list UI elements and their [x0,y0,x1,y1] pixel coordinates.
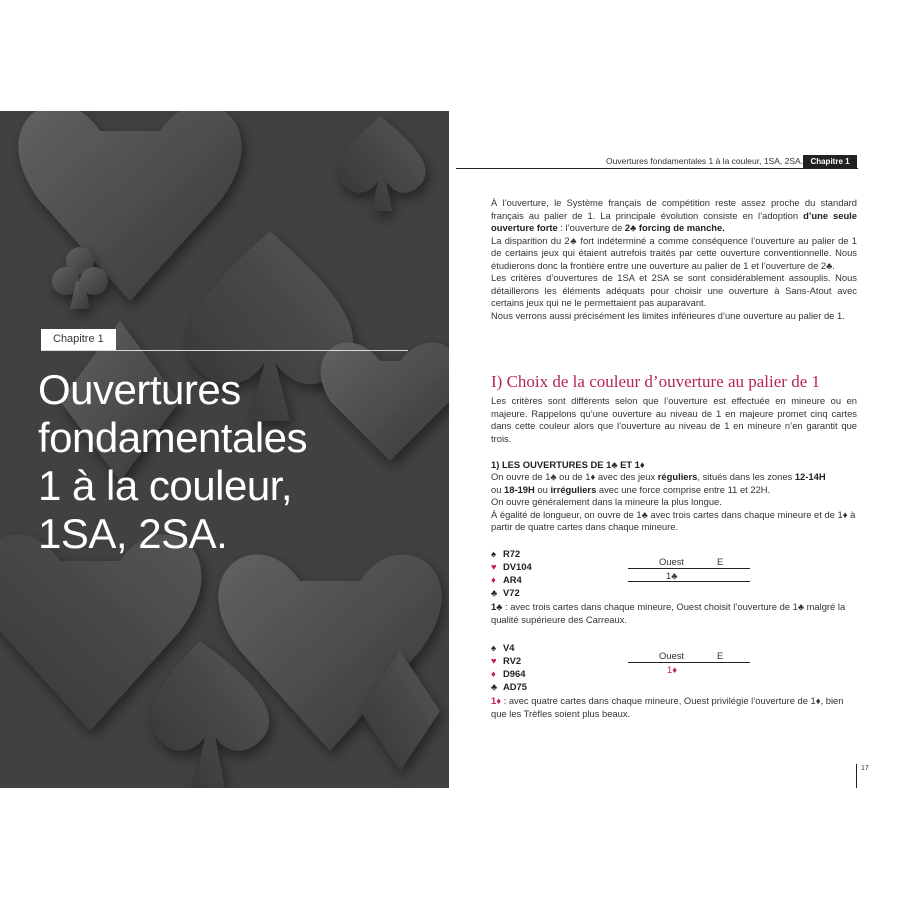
spade-icon: ♠ [491,548,496,559]
running-head-chapter-badge: Chapitre 1 [803,155,857,168]
hand-cards: R72 [503,548,521,559]
text-part: On ouvre de 1♣ ou de 1♦ avec des jeux [491,471,658,482]
intro-paragraph: La disparition du 2♣ fort indéterminé a comme conséquence l’ouverture au palier de 1 de certains jeux qui étaient autrefois traités par cette ouverture conventionnelle. Nous étudierons donc la frontière entre une ouverture au palier de 1 et l’ouverture de 2♣. [491,234,857,271]
text-emphasis: irréguliers [550,483,597,495]
spade-icon: ♠ [491,642,496,653]
bid-value: 1♣ [666,570,678,581]
hand-cards: AR4 [503,574,522,585]
hand-row-diamonds [491,573,532,586]
subsection-title: 1) LES OUVERTURES DE 1♣ ET 1♦ [491,459,645,470]
chapter-title [38,366,438,558]
bid-col-west: Ouest [659,556,685,567]
comment-bid: 1♣ [491,601,503,612]
intro-emphasis: d’une seule ouverture forte [491,209,857,233]
bid-rule [628,568,750,569]
section-title: I) Choix de la couleur d’ouverture au palier de 1 [491,372,821,391]
bid-col-east: E [717,650,724,661]
subsection-body [491,471,857,534]
example2-hand [491,641,527,693]
hand-cards: V72 [503,587,520,598]
hand-cards: RV2 [503,655,522,666]
subsection-line: À égalité de longueur, on ouvre de 1♣ avec trois cartes dans chaque mineure et de 1♦ à partir de quatre cartes dans chaque mineure. [491,508,856,532]
hand-row-hearts [491,560,532,573]
comment-text [491,695,857,720]
example1-comment [491,601,857,626]
bid-rule [628,581,750,582]
bid-rule [628,662,750,663]
text-emphasis: 12-14H [794,471,826,482]
intro-paragraph: Nous verrons aussi précisément les limites inférieures d’une ouverture au palier de 1. [491,309,845,321]
chapter-divider [41,350,408,351]
text-emphasis: réguliers [657,471,698,482]
folio-rule [856,764,857,788]
hand-cards: D964 [503,668,526,679]
intro-text-part: À l’ouverture, le Système français de compétition reste assez proche du standard français au palier de 1. La principale évolution consiste en l’adoption [491,197,857,221]
running-head-title: Ouvertures fondamentales 1 à la couleur, 1SA, 2SA. [606,156,804,166]
subsection-line: On ouvre généralement dans la mineure la plus longue. [491,496,722,507]
heart-icon: ♥ [491,655,497,666]
comment-body: : avec trois cartes dans chaque mineure, Ouest choisit l’ouverture de 1♣ malgré la qualité supérieure des Carreaux. [491,601,846,625]
club-icon: ♣ [491,681,498,692]
hand-row-clubs [491,586,532,599]
example2-comment [491,695,857,720]
chapter-title-line: 1 à la couleur, [38,462,293,509]
intro-text [491,197,857,322]
bid-value: 1♦ [667,664,677,675]
text-part: avec une force comprise entre 11 et 22H. [596,483,771,495]
heart-icon: ♥ [491,561,497,572]
hand-row-spades [491,547,532,560]
comment-bid: 1♦ [491,695,501,706]
hand-row-clubs [491,680,527,693]
hand-row-spades [491,641,527,654]
intro-paragraph: Les critères d’ouvertures de 1SA et 2SA se sont considérablement assouplis. Nous détaillerons les éléments adéquats pour choisir une ouverture à Sans-Atout avec certains jeux qui ne le permettaient pas auparavant. [491,272,857,308]
hand-row-diamonds [491,667,527,680]
intro-paragraph [491,197,857,235]
comment-body: : avec quatre cartes dans chaque mineure, Ouest privilégie l’ouverture de 1♦, bien que les Trèfles soient plus beaux. [491,695,844,719]
chapter-label: Chapitre 1 [41,329,116,350]
hand-cards: V4 [503,642,515,653]
text-part: , situés dans les zones [697,471,795,482]
intro-emphasis: 2♣ forcing de manche. [624,222,725,233]
diamond-icon: ♦ [491,668,496,679]
diamond-icon: ♦ [491,574,496,585]
subsection-line [491,471,857,484]
section-intro: Les critères sont différents selon que l’ouverture est effectuée en mineure ou en majeure. Rappelons qu’une ouverture au niveau de 1 en majeure promet cinq cartes dans cette couleur alors que l’ouverture au niveau de 1 en mineure n’en garantit que trois. [491,395,857,444]
page-number: 17 [861,765,869,772]
bid-col-east: E [717,556,724,567]
subsection-line [491,484,857,497]
chapter-title-line: Ouvertures [38,366,241,413]
chapter-title-line: 1SA, 2SA. [38,510,228,557]
text-part: ou [491,483,505,495]
hand-cards: AD75 [503,681,527,692]
example1-hand [491,547,532,599]
text-emphasis: 18-19H [504,483,535,495]
running-head-rule [456,168,858,169]
intro-text-part: : l’ouverture de [557,222,625,233]
club-icon: ♣ [491,587,498,598]
comment-text [491,601,857,626]
chapter-title-line: fondamentales [38,414,308,461]
text-part: ou [534,483,551,495]
hand-row-hearts [491,654,527,667]
hand-cards: DV104 [503,561,532,572]
bid-col-west: Ouest [659,650,685,661]
